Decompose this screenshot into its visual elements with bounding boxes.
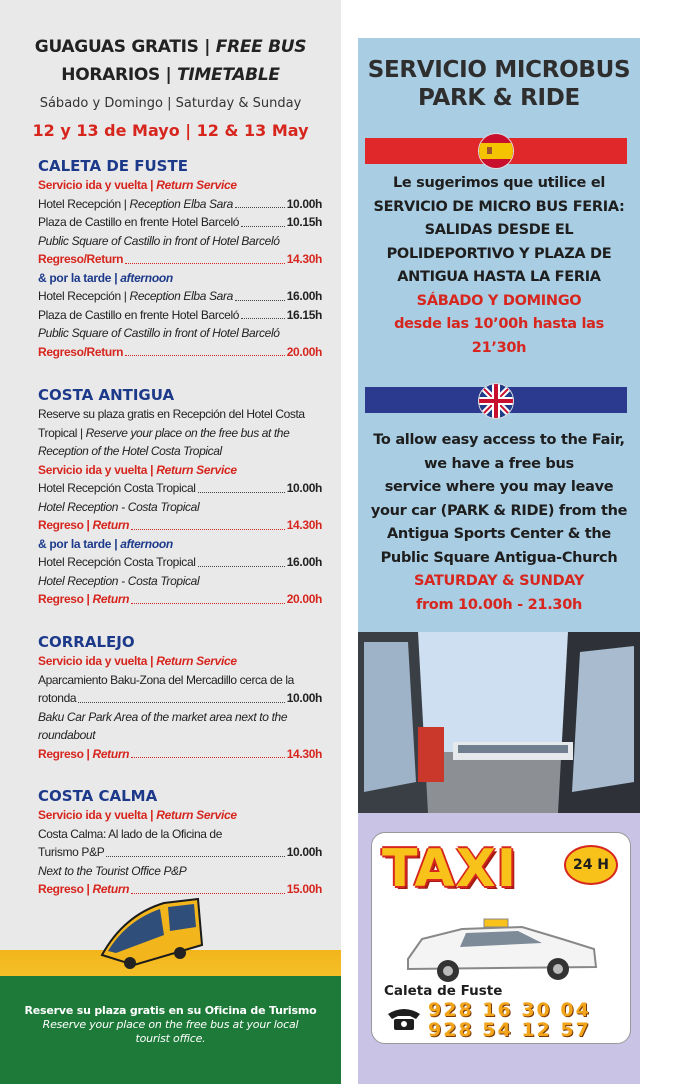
row-label: Turismo P&P: [38, 845, 105, 859]
return-row: [38, 516, 322, 535]
reserve-en: Reception of the Hotel Costa Tropical: [38, 444, 222, 458]
dot-leader: [131, 880, 285, 894]
dot-leader: [241, 306, 285, 320]
row-translation: Public Square of Castillo in front of Hotel Barceló: [38, 233, 280, 248]
row-label-en: Reception Elba Sara: [129, 289, 233, 303]
es-line-highlight: 21’30h: [471, 339, 527, 356]
section-caleta-de-fuste: [38, 156, 322, 361]
en-line-highlight: from 10.00h - 21.30h: [415, 596, 583, 613]
title-es: GUAGUAS GRATIS: [34, 37, 199, 57]
svc-es: Servicio ida y vuelta: [38, 808, 148, 822]
svc-en: Return Service: [156, 808, 237, 822]
row-label: Hotel Recepción Costa Tropical: [38, 555, 196, 569]
dot-leader: [125, 343, 285, 357]
title-en: FREE BUS: [215, 37, 307, 57]
dot-leader: [78, 689, 284, 703]
schedule-row: [38, 287, 322, 306]
row-time: 10.00h: [286, 845, 322, 859]
uk-flag-icon: [478, 383, 514, 419]
footer-en-line1: Reserve your place on the free bus at your local: [42, 1018, 299, 1031]
svc-en: Return Service: [156, 462, 237, 477]
section-costa-calma: [38, 786, 322, 899]
return-label: [38, 516, 129, 535]
en-line: service where you may leave: [384, 479, 614, 495]
schedule-row: [38, 479, 322, 498]
pm-bar: |: [111, 536, 121, 551]
service-label: [38, 806, 322, 825]
footer-reserve-es: Reserve su plaza gratis en su Oficina de Turismo: [24, 1004, 317, 1017]
section-title: COSTA ANTIGUA: [38, 386, 175, 404]
dot-leader: [131, 516, 285, 530]
schedule-row: [38, 213, 322, 232]
footer-en-line2: tourist office.: [135, 1032, 206, 1045]
row-label: Plaza de Castillo en frente Hotel Barceló: [38, 215, 240, 229]
svc-bar: |: [147, 462, 157, 477]
row-label-es: Hotel Recepción |: [38, 289, 130, 303]
es-line-highlight: SÁBADO Y DOMINGO: [416, 292, 582, 309]
es-line: ANTIGUA HASTA LA FERIA: [397, 269, 601, 285]
es-line: POLIDEPORTIVO Y PLAZA DE: [386, 245, 612, 262]
pm-bar: |: [111, 270, 121, 285]
taxi-car-icon: [402, 909, 602, 985]
en-line: we have a free bus: [424, 455, 574, 472]
row-label: rotonda: [38, 691, 77, 705]
return-en: Return: [92, 518, 130, 532]
afternoon-label: [38, 535, 322, 554]
section-title: CALETA DE FUSTE: [38, 157, 188, 175]
return-label: [38, 590, 129, 609]
service-label: [38, 176, 322, 195]
buses-photo-illustration: [358, 632, 640, 813]
dot-leader: [106, 843, 284, 857]
section-costa-antigua: [38, 385, 322, 609]
section-title: COSTA CALMA: [38, 787, 158, 805]
taxi-phone-2[interactable]: 928 54 12 57: [428, 1019, 591, 1041]
taxi-ad-card: [371, 832, 631, 1044]
row-label: [38, 287, 233, 306]
return-label: Regreso/Return: [38, 252, 124, 266]
en-line-highlight: SATURDAY & SUNDAY: [413, 573, 585, 589]
section-corralejo: [38, 632, 322, 763]
row-translation: Public Square of Castillo in front of Hotel Barceló: [38, 326, 280, 340]
reserve-es: Tropical |: [38, 425, 86, 440]
svc-es: Servicio ida y vuelta: [38, 178, 148, 192]
return-es: Regreso |: [38, 518, 93, 532]
row-translation: Next to the Tourist Office P&P: [38, 863, 187, 878]
schedule-row: [38, 195, 322, 214]
dot-leader: [241, 213, 285, 227]
title2-en: TIMETABLE: [177, 65, 280, 85]
service-label: [38, 461, 322, 480]
svc-es: Servicio ida y vuelta: [38, 462, 148, 477]
svc-en: Return Service: [156, 654, 237, 668]
row-label-es: Hotel Recepción |: [38, 196, 130, 211]
return-es: Regreso |: [38, 882, 93, 896]
return-time: 15.00h: [286, 882, 322, 896]
taxi-location: Caleta de Fuste: [384, 983, 503, 999]
es-line: SERVICIO DE MICRO BUS FERIA:: [373, 198, 625, 215]
return-en: Return: [92, 882, 130, 896]
dot-leader: [125, 250, 285, 264]
dot-leader: [198, 479, 285, 493]
reserve-en: Reserve your place on the free bus at the: [85, 425, 290, 440]
row-time: 16.00h: [286, 555, 322, 569]
return-en: Return: [92, 592, 130, 606]
schedule-row: [38, 553, 322, 572]
telephone-icon: [386, 1006, 422, 1032]
header-title-line1: [0, 36, 341, 58]
schedule-row: [38, 689, 322, 708]
en-line: your car (PARK & RIDE) from the: [370, 502, 628, 519]
spain-flag-icon: [478, 133, 514, 169]
taxi-24h-badge: 24 H: [564, 845, 618, 885]
park-ride-text-es: [358, 172, 640, 360]
title-sep: |: [198, 37, 216, 57]
en-line: Antigua Sports Center & the: [387, 526, 611, 542]
reserve-text: Reserve su plaza gratis en Recepción del Hotel Costa: [38, 407, 305, 421]
svc-bar: |: [147, 808, 157, 822]
park-ride-title-1: SERVICIO MICROBUS: [367, 57, 631, 83]
row-label: Costa Calma: Al lado de la Oficina de: [38, 826, 222, 841]
row-translation: Hotel Reception - Costa Tropical: [38, 573, 200, 588]
row-label: Aparcamiento Baku-Zona del Mercadillo cerca de la: [38, 672, 294, 687]
en-line: Public Square Antigua-Church: [380, 549, 618, 566]
row-label: Hotel Recepción Costa Tropical: [38, 481, 196, 495]
row-time: 10.00h: [286, 196, 322, 211]
pm-en: afternoon: [120, 536, 173, 551]
return-en: Return: [92, 746, 130, 761]
pm-es: & por la tarde: [38, 270, 112, 285]
es-line-highlight: desde las 10’00h hasta las: [394, 316, 604, 332]
return-time: 14.30h: [286, 518, 322, 532]
return-label: [38, 745, 129, 764]
pm-en: afternoon: [120, 270, 173, 285]
park-ride-title-2: PARK & RIDE: [418, 85, 580, 111]
return-row: [38, 343, 322, 362]
date-line: 12 y 13 de Mayo | 12 & 13 May: [32, 121, 309, 140]
return-row: [38, 590, 322, 609]
title2-es: HORARIOS: [61, 65, 160, 85]
return-label: Regreso/Return: [38, 344, 124, 359]
return-time: 14.30h: [286, 252, 322, 266]
header-title-line2: [0, 64, 341, 86]
row-translation: Baku Car Park Area of the market area next to the: [38, 709, 288, 724]
dot-leader: [131, 745, 285, 759]
row-time: 10.00h: [286, 481, 322, 495]
es-line: SALIDAS DESDE EL: [424, 222, 574, 238]
days-line: Sábado y Domingo | Saturday & Sunday: [39, 96, 302, 111]
row-time: 10.00h: [286, 691, 322, 705]
afternoon-label: [38, 269, 322, 288]
return-es: Regreso |: [38, 746, 93, 761]
svc-en: Return Service: [156, 178, 237, 192]
return-time: 14.30h: [286, 746, 322, 761]
reserve-text: [38, 424, 322, 443]
dot-leader: [235, 195, 285, 209]
return-time: 20.00h: [286, 592, 322, 606]
taxi-phone-1[interactable]: 928 16 30 04: [428, 999, 591, 1021]
buses-photo: [358, 632, 640, 813]
return-row: [38, 745, 322, 764]
pm-es: & por la tarde: [38, 536, 112, 551]
svc-bar: |: [147, 178, 157, 192]
row-time: 16.15h: [286, 307, 322, 322]
dot-leader: [131, 590, 285, 604]
bus-icon: [94, 895, 204, 975]
service-label: [38, 652, 322, 671]
row-label: [38, 195, 233, 214]
es-line: Le sugerimos que utilice el: [392, 175, 606, 191]
svc-bar: |: [147, 654, 157, 668]
row-time: 16.00h: [286, 289, 322, 303]
en-line: To allow easy access to the Fair,: [373, 432, 625, 448]
section-title: CORRALEJO: [38, 633, 135, 651]
return-time: 20.00h: [286, 344, 322, 359]
row-time: 10.15h: [286, 215, 322, 229]
schedule-row: [38, 843, 322, 862]
row-translation: Hotel Reception - Costa Tropical: [38, 499, 200, 514]
schedule-row: [38, 306, 322, 325]
dot-leader: [235, 287, 285, 301]
row-label-en: Reception Elba Sara: [129, 196, 233, 211]
row-translation: roundabout: [38, 728, 96, 742]
return-row: [38, 250, 322, 269]
svc-es: Servicio ida y vuelta: [38, 654, 148, 668]
park-ride-text-en: [358, 429, 640, 617]
taxi-logo-text: TAXI: [382, 839, 518, 899]
return-es: Regreso |: [38, 592, 93, 606]
row-label: Plaza de Castillo en frente Hotel Barceló: [38, 307, 240, 322]
title2-sep: |: [159, 65, 178, 85]
dot-leader: [198, 553, 285, 567]
footer-reserve-en: [0, 1018, 341, 1046]
